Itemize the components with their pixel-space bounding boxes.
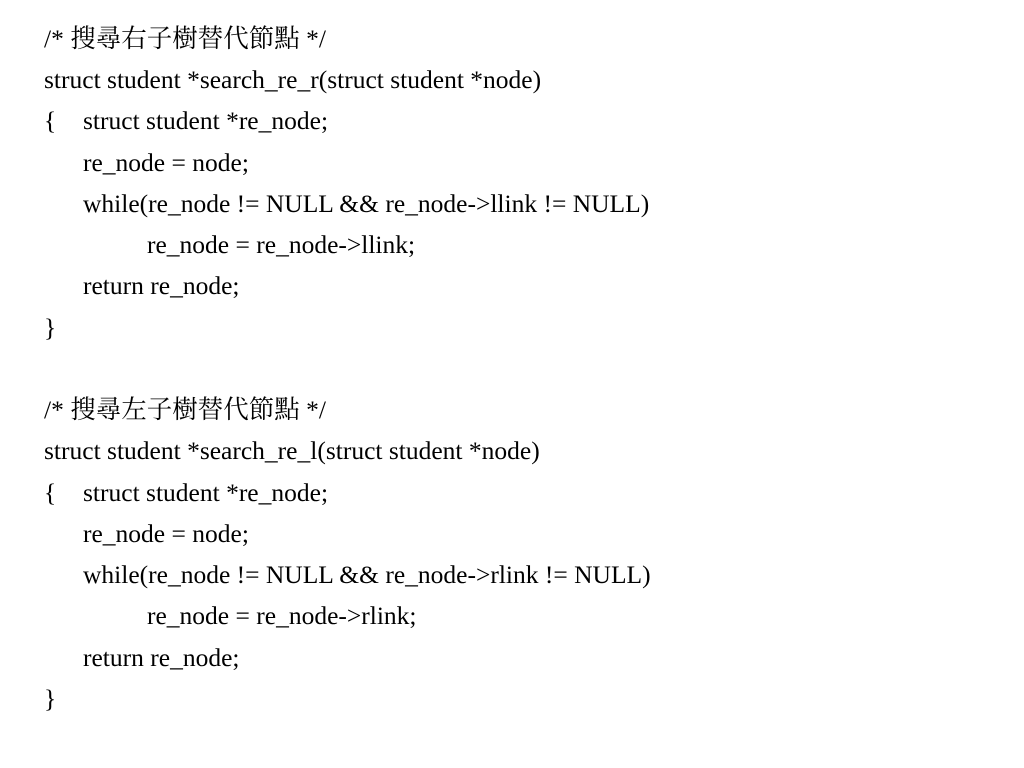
code-open-brace: { [44, 106, 57, 135]
code-line-declaration: struct student *re_node; [83, 106, 329, 135]
code-open-brace: { [44, 478, 57, 507]
code-comment-search-re-r: /* 搜尋右子樹替代節點 */ [44, 24, 326, 53]
code-line-while: while(re_node != NULL && re_node->llink != NULL) [83, 189, 650, 218]
code-close-brace: } [44, 684, 57, 713]
code-line-assignment: re_node = node; [83, 148, 249, 177]
code-line-while: while(re_node != NULL && re_node->rlink != NULL) [83, 560, 651, 589]
code-close-brace: } [44, 313, 57, 342]
code-line-loop-body: re_node = re_node->rlink; [147, 601, 417, 630]
code-line-return: return re_node; [83, 271, 240, 300]
code-comment-search-re-l: /* 搜尋左子樹替代節點 */ [44, 395, 326, 424]
code-line-assignment: re_node = node; [83, 519, 249, 548]
code-signature-search-re-r: struct student *search_re_r(struct student *node) [44, 65, 542, 94]
code-line-return: return re_node; [83, 643, 240, 672]
code-signature-search-re-l: struct student *search_re_l(struct student *node) [44, 436, 540, 465]
code-line-declaration: struct student *re_node; [83, 478, 329, 507]
code-line-loop-body: re_node = re_node->llink; [147, 230, 416, 259]
